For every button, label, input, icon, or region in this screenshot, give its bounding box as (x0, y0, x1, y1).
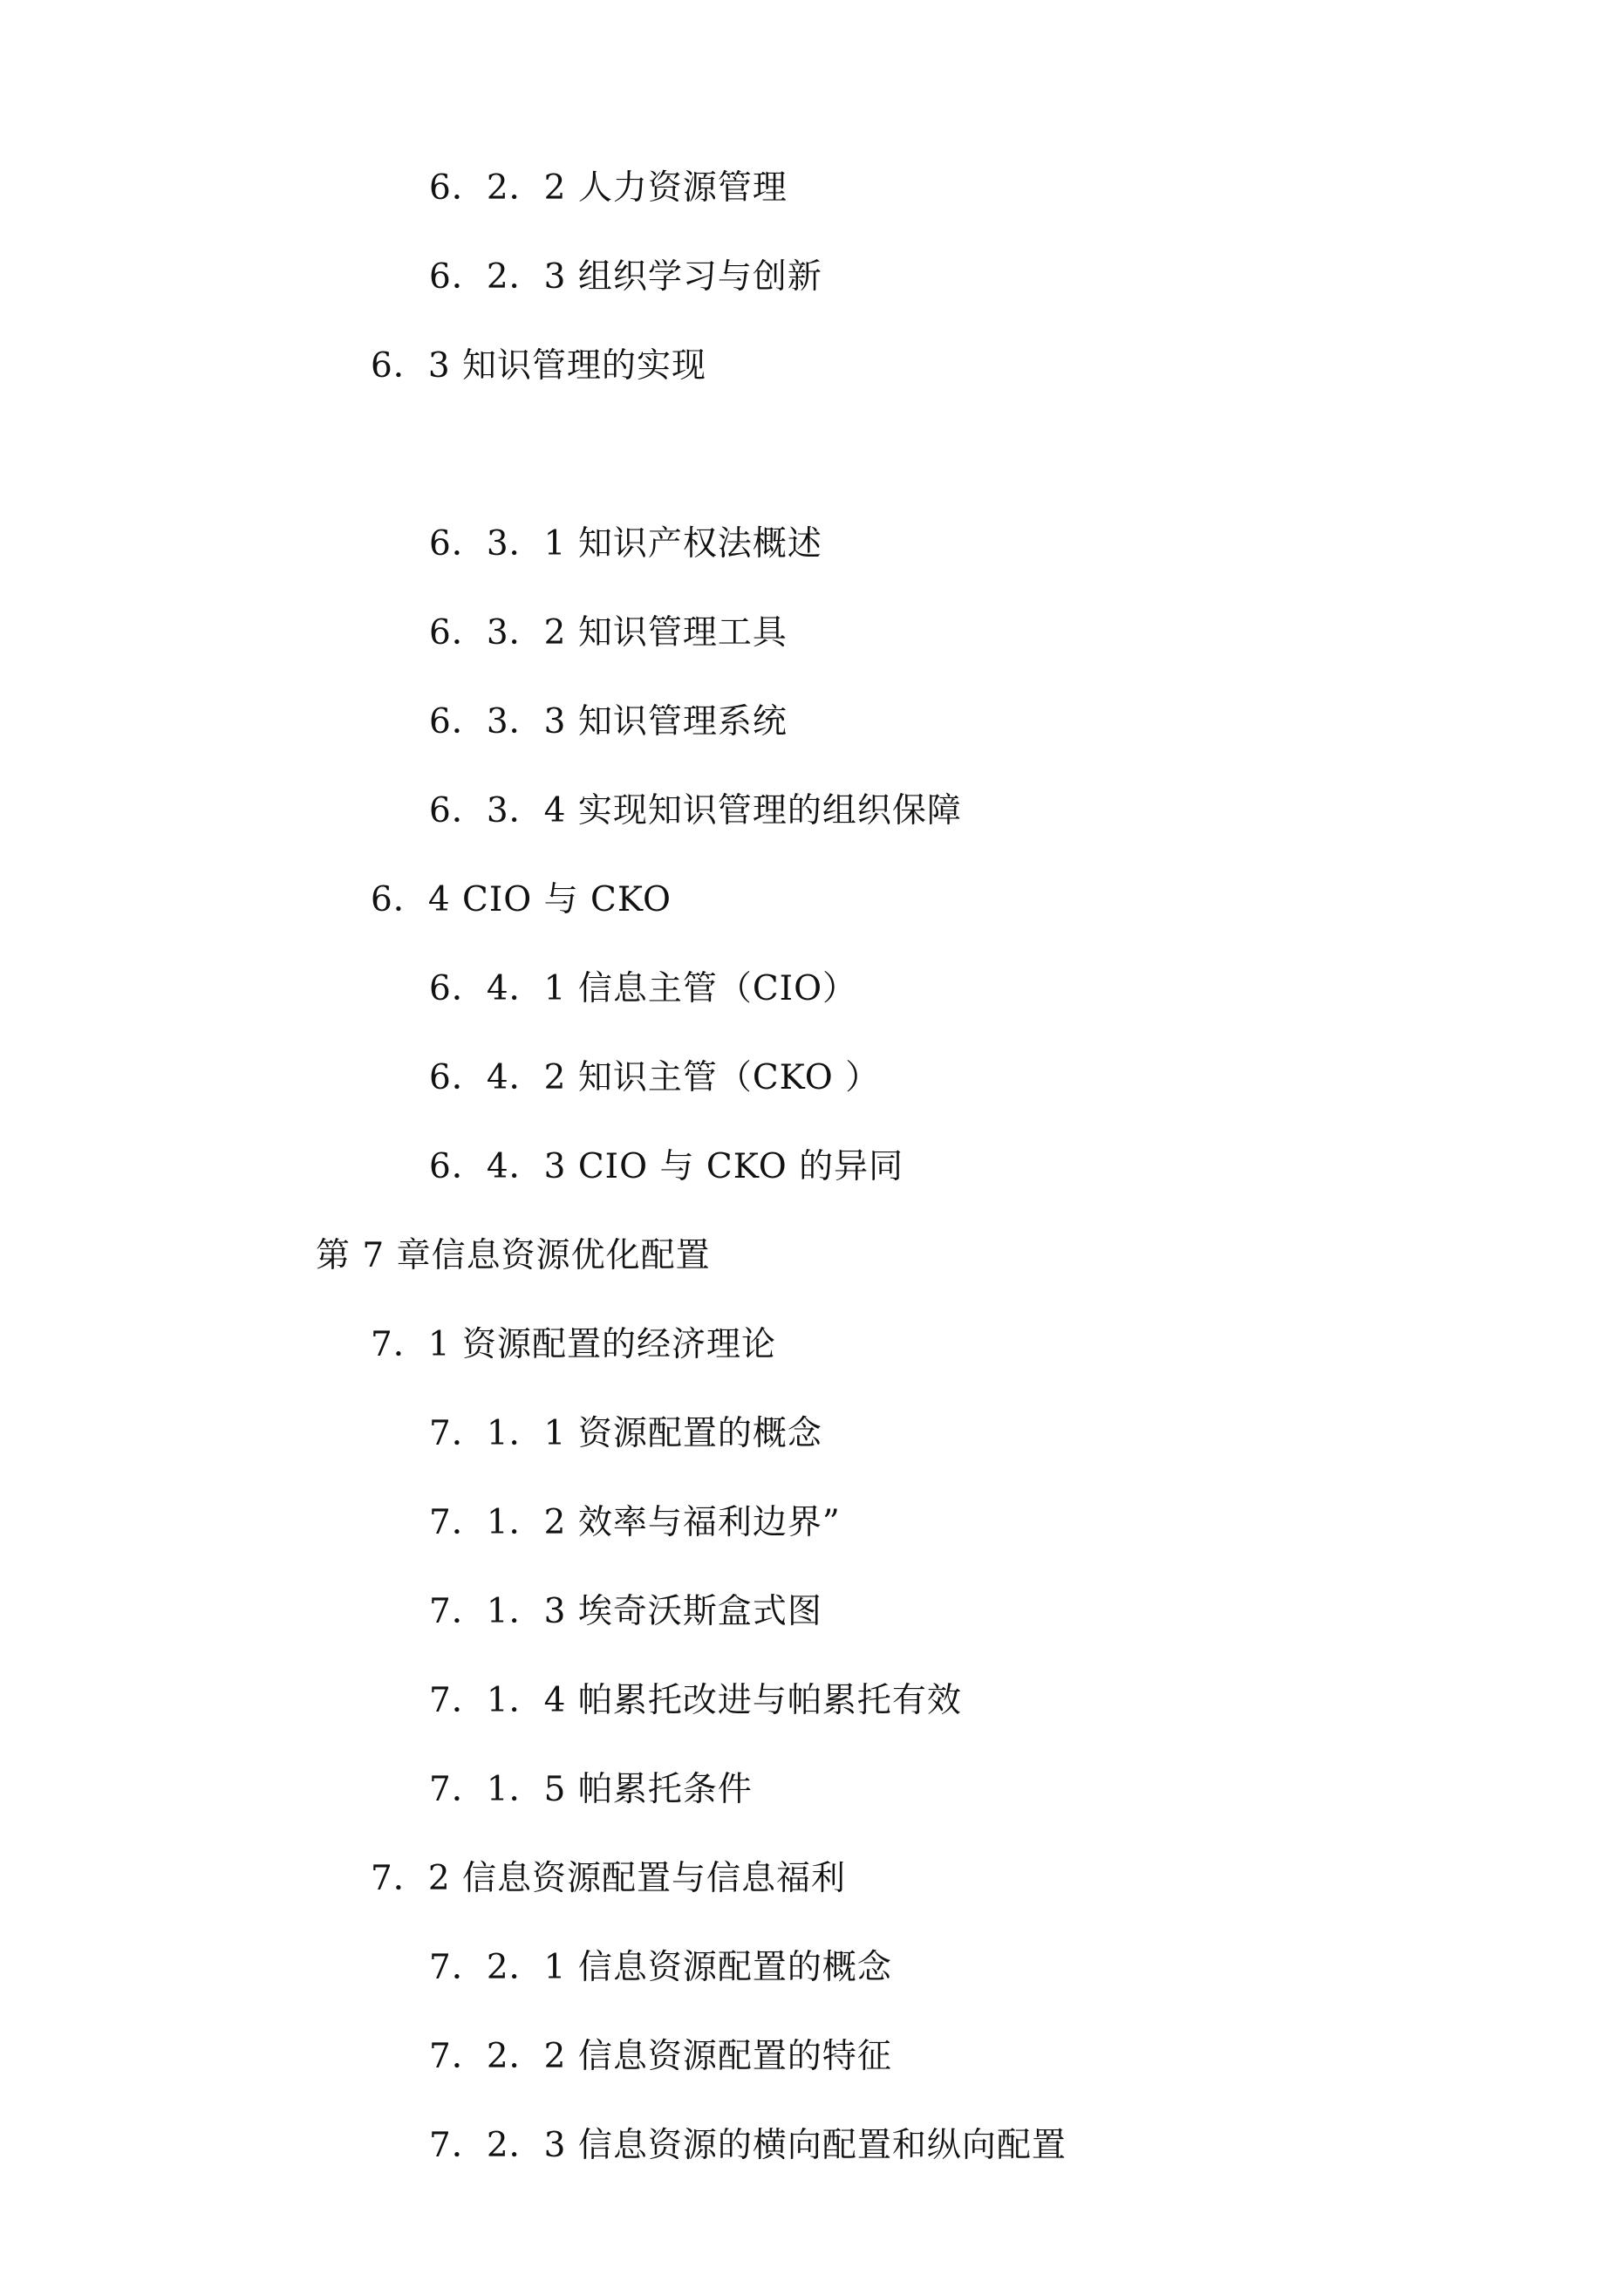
toc-entry: 6．4．2 知识主管（CKO ） (429, 1058, 881, 1097)
toc-entry: 7．2．1 信息资源配置的概念 (429, 1948, 892, 1987)
toc-entry: 6．4．3 CIO 与 CKO 的异同 (429, 1147, 904, 1186)
toc-entry: 7．1．1 资源配置的概念 (429, 1414, 822, 1453)
toc-entry: 7．1．3 埃奇沃斯盒式图 (429, 1592, 822, 1631)
toc-entry: 6．2．2 人力资源管理 (429, 168, 788, 208)
toc-entry: 6．3．1 知识产权法概述 (429, 524, 822, 564)
toc-section-heading: 7．2 信息资源配置与信息福利 (371, 1859, 847, 1898)
toc-section-heading: 7．1 资源配置的经济理论 (371, 1325, 777, 1364)
toc-entry: 7．1．2 效率与福利边界” (429, 1503, 841, 1542)
toc-entry: 6．3．2 知识管理工具 (429, 613, 788, 653)
toc-chapter-heading: 第 7 章信息资源优化配置 (316, 1236, 711, 1275)
toc-entry: 6．3．4 实现知识管理的组织保障 (429, 791, 962, 830)
toc-entry: 6．2．3 组织学习与创新 (429, 257, 822, 297)
toc-entry: 6．3．3 知识管理系统 (429, 702, 788, 741)
toc-entry: 7．1．5 帕累托条件 (429, 1770, 753, 1809)
toc-entry: 7．2．3 信息资源的横向配置和纵向配置 (429, 2126, 1067, 2165)
toc-section-heading: 6．4 CIO 与 CKO (371, 880, 672, 919)
toc-entry: 7．2．2 信息资源配置的特征 (429, 2037, 892, 2076)
toc-entry: 7．1．4 帕累托改进与帕累托有效 (429, 1681, 962, 1720)
toc-entry: 6．4．1 信息主管（CIO） (429, 969, 858, 1008)
toc-section-heading: 6．3 知识管理的实现 (371, 346, 707, 386)
